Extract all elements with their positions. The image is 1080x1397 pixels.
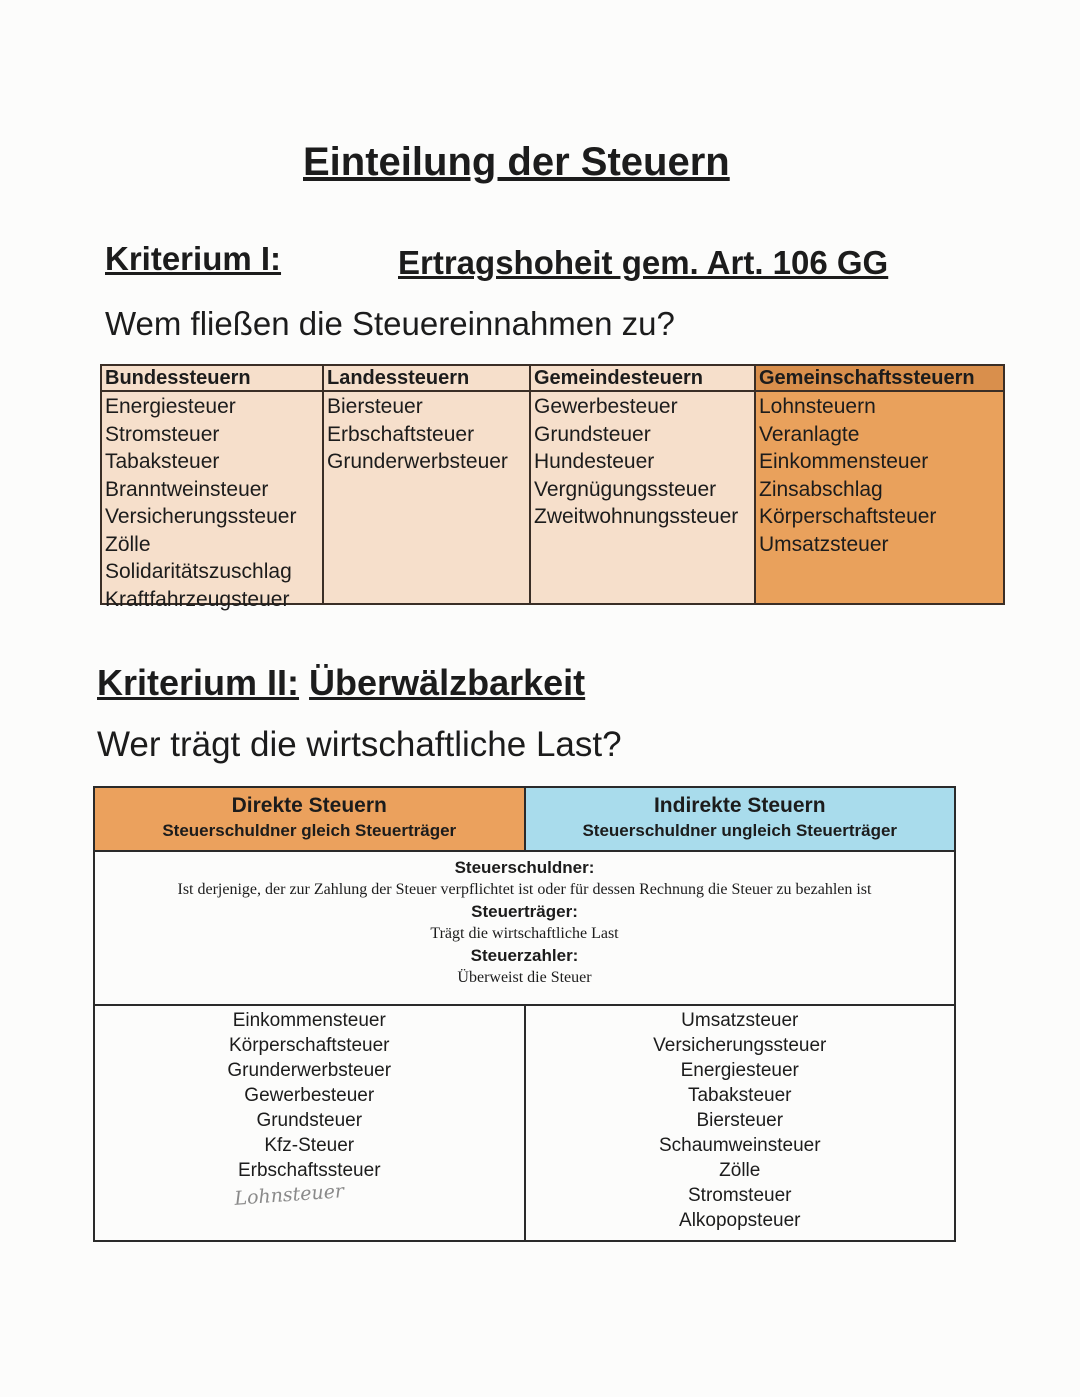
- tax-item: Tabaksteuer: [687, 1085, 792, 1106]
- tax-item: Einkommensteuer: [759, 450, 929, 473]
- indirect-taxes-list: [526, 1006, 955, 1240]
- indirect-taxes-header: [526, 788, 955, 850]
- tax-item: Kraftfahrzeugsteuer: [105, 587, 290, 611]
- revenue-table: [100, 364, 1005, 611]
- criterion-2-question: Wer trägt die wirtschaftliche Last?: [97, 725, 622, 764]
- indirect-taxes-title: Indirekte Steuern: [653, 794, 826, 817]
- handwritten-note: Lohnsteuer: [233, 1180, 345, 1210]
- tax-item: Vergnügungssteuer: [534, 477, 717, 501]
- shifting-table: [93, 786, 956, 1242]
- criterion-1-topic: Ertragshoheit gem. Art. 106 GG: [398, 244, 889, 281]
- criterion-1-question: Wem fließen die Steuereinnahmen zu?: [105, 305, 675, 342]
- table-header: [95, 788, 954, 852]
- criterion-2-topic: Überwälzbarkeit: [309, 662, 586, 703]
- tax-item: Gewerbesteuer: [534, 395, 678, 418]
- definition-term: Steuerträger:: [471, 902, 578, 921]
- tax-item: Stromsteuer: [105, 422, 220, 446]
- tax-item: Veranlagte: [759, 422, 860, 446]
- tax-item: Hundesteuer: [534, 450, 655, 473]
- tax-item: Einkommensteuer: [232, 1010, 386, 1031]
- tax-item: Biersteuer: [327, 395, 423, 418]
- tax-item: Versicherungssteuer: [653, 1035, 827, 1056]
- tax-item: Schaumweinsteuer: [658, 1135, 821, 1156]
- column-gemeindesteuern: [531, 366, 756, 603]
- tax-item: Zweitwohnungssteuer: [534, 505, 739, 528]
- definition-text: Trägt die wirtschaftliche Last: [430, 925, 619, 942]
- criterion-2-heading: [97, 662, 585, 704]
- tax-lists: [95, 1004, 954, 1240]
- definition-term: Steuerschuldner:: [454, 858, 595, 877]
- tax-item: Grunderwerbsteuer: [227, 1060, 392, 1081]
- definition-term: Steuerzahler:: [470, 946, 579, 965]
- column-header: Gemeinschaftssteuern: [756, 366, 1003, 392]
- tax-item: Umsatzsteuer: [681, 1010, 799, 1031]
- tax-item: Stromsteuer: [688, 1185, 792, 1206]
- tax-item: Biersteuer: [696, 1110, 784, 1131]
- tax-item: Alkopopsteuer: [679, 1210, 801, 1231]
- column-landessteuern: [324, 366, 531, 603]
- direct-taxes-title: Direkte Steuern: [231, 794, 387, 817]
- criterion-2-label: Kriterium II:: [97, 662, 300, 703]
- column-header: Bundessteuern: [102, 366, 322, 392]
- indirect-taxes-subtitle: Steuerschuldner ungleich Steuerträger: [582, 821, 898, 840]
- tax-item: Körperschaftsteuer: [759, 505, 937, 528]
- tax-item: Zölle: [719, 1160, 761, 1181]
- column-gemeinschaftssteuern: [756, 366, 1003, 603]
- tax-item: Körperschaftsteuer: [228, 1035, 390, 1056]
- page-title: Einteilung der Steuern: [303, 140, 730, 184]
- column-bundessteuern: [102, 366, 324, 611]
- tax-item: Grundsteuer: [256, 1110, 363, 1131]
- direct-taxes-header: [95, 788, 526, 850]
- tax-item: Branntweinsteuer: [105, 477, 269, 501]
- tax-item: Kfz-Steuer: [264, 1135, 355, 1156]
- tax-item: Zölle: [105, 532, 151, 556]
- tax-item: Versicherungssteuer: [105, 505, 297, 528]
- tax-item: Tabaksteuer: [105, 450, 220, 473]
- tax-item: Energiesteuer: [680, 1060, 799, 1081]
- tax-item: Erbschaftsteuer: [327, 422, 475, 446]
- tax-item: Erbschaftssteuer: [237, 1160, 381, 1181]
- tax-item: Zinsabschlag: [759, 477, 883, 501]
- tax-item: Umsatzsteuer: [759, 532, 889, 556]
- tax-item: Solidaritätszuschlag: [105, 560, 292, 583]
- tax-item: Grundsteuer: [534, 422, 651, 446]
- definition-text: Überweist die Steuer: [457, 969, 592, 986]
- column-header: Landessteuern: [324, 366, 529, 392]
- column-header: Gemeindesteuern: [531, 366, 754, 392]
- definitions: [95, 852, 954, 1004]
- criterion-1-label: Kriterium I:: [105, 240, 282, 277]
- tax-item: Energiesteuer: [105, 395, 236, 418]
- direct-taxes-list: [95, 1006, 526, 1240]
- direct-taxes-subtitle: Steuerschuldner gleich Steuerträger: [162, 821, 457, 840]
- tax-item: Gewerbesteuer: [244, 1085, 375, 1106]
- tax-item: Lohnsteuern: [759, 395, 876, 418]
- tax-item: Grunderwerbsteuer: [327, 450, 508, 473]
- definition-text: Ist derjenige, der zur Zahlung der Steuer verpflichtet ist oder für dessen Rechnung die Steuer zu bezahlen ist: [177, 881, 872, 898]
